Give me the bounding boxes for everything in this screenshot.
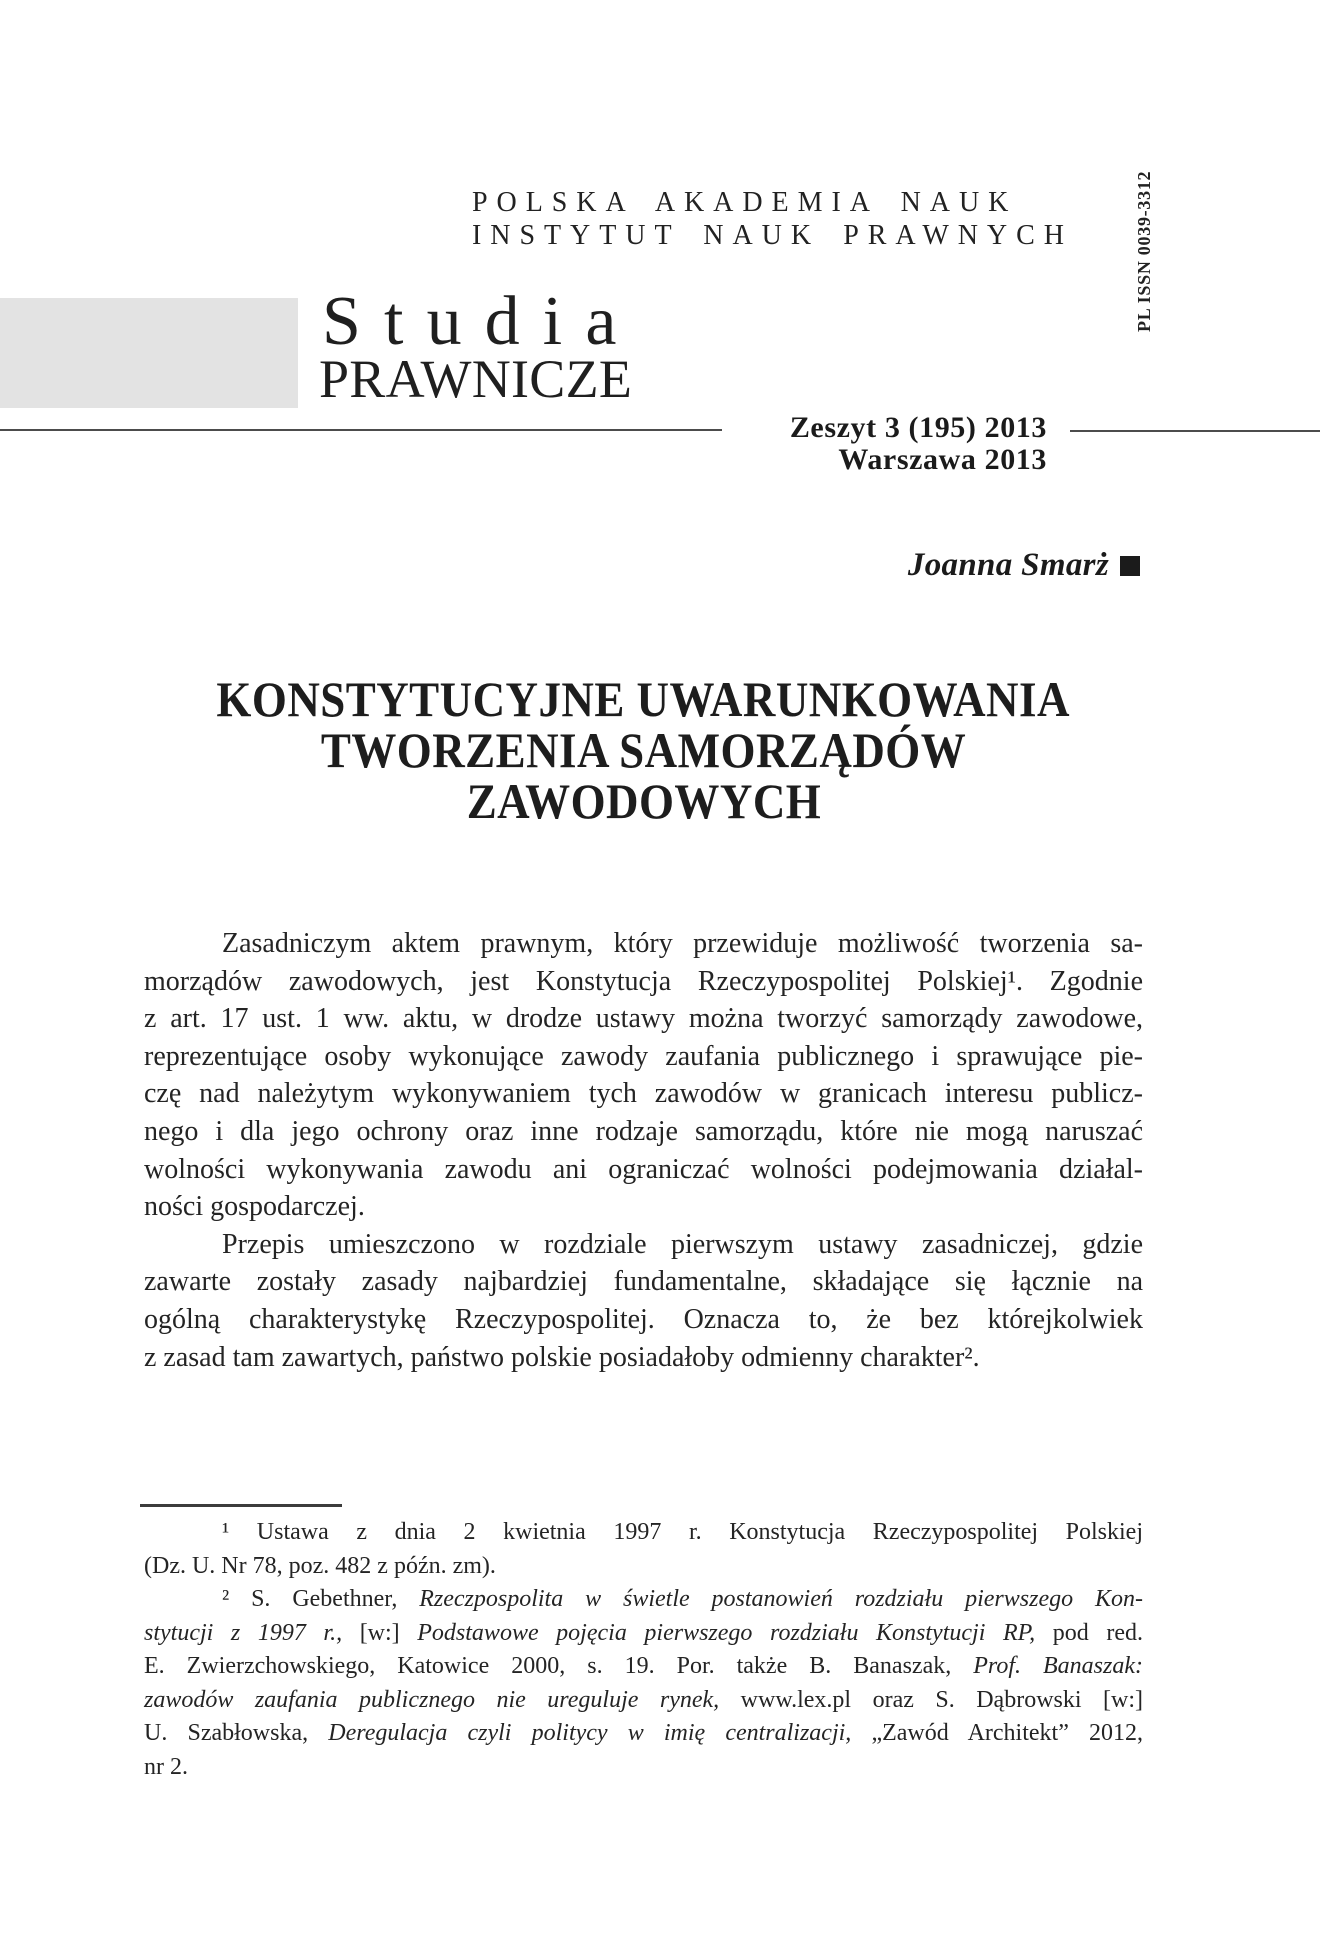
body-paragraph-2: Przepis umieszczono w rozdziale pierwszym ustawy zasadniczej, gdzie zawarte zostały zasady najbardziej fundamentalne, składające się łącznie na ogólną charakterystykę Rzeczypospolitej. Oznacza to, że bez którejkolwiek z zasad tam zawartych, państwo polskie posiadałoby odmienny charakter².: [144, 1228, 1143, 1373]
logo-gray-block: [0, 298, 298, 408]
footnote-1: ¹ Ustawa z dnia 2 kwietnia 1997 r. Konstytucja Rzeczypospolitej Polskiej (Dz. U. Nr 78, poz. 482 z późn. zm).: [144, 1519, 1143, 1579]
masthead-institution: [472, 186, 1073, 252]
journal-title-prawnicze: PRAWNICZE: [319, 349, 633, 409]
issue-number: Zeszyt 3 (195) 2013: [789, 411, 1047, 444]
footnote-2: ² S. Gebethner, Rzeczpospolita w świetle postanowień rozdziału pierwszego Kon- stytucji z 1997 r., [w:] Podstawowe pojęcia pierwszego rozdziału Konstytucji RP, pod red. E. Zwierzchowskiego, Katowice 2000, s. 19. Por. także B. Banaszak, Prof. Banaszak: zawodów zaufania publicznego nie ureguluje rynek, www.lex.pl oraz S. Dąbrowski [w:] U. Szabłowska, Deregulacja czyli politycy w imię centralizacji, „Zawód Architekt” 2012, nr 2.: [144, 1586, 1144, 1780]
institution-line-1: POLSKA AKADEMIA NAUK: [472, 187, 1018, 218]
author-name: Joanna Smarż: [907, 547, 1109, 583]
body-paragraph-1: Zasadniczym aktem prawnym, który przewiduje możliwość tworzenia sa- morządów zawodowych, jest Konstytucja Rzeczypospolitej Polskiej¹. Zgodnie z art. 17 ust. 1 ww. aktu, w drodze ustawy można tworzyć samorządy zawodowe, reprezentujące osoby wykonujące zawody zaufania publicznego i sprawujące pie- czę nad należytym wykonywaniem tych zawodów w granicach interesu publicz- nego i dla jego ochrony oraz inne rodzaje samorządu, które nie mogą naruszać wolności wykonywania zawodu ani ograniczać wolności podejmowania działal- ności gospodarczej.: [144, 928, 1143, 1223]
masthead-rule-right: [1070, 430, 1320, 432]
journal-title-studia: Studia: [322, 283, 640, 360]
square-bullet-icon: [1120, 556, 1140, 576]
institution-line-2: INSTYTUT NAUK PRAWNYCH: [472, 220, 1073, 251]
masthead-rule-left: [0, 429, 722, 431]
footnote-separator-rule: [140, 1504, 342, 1507]
author-block: [908, 549, 1140, 582]
footnotes: [144, 1516, 1143, 1784]
issue-block: [790, 412, 1047, 476]
issue-place-year: Warszawa 2013: [838, 443, 1047, 476]
issn-vertical-label: PL ISSN 0039-3312: [1134, 170, 1154, 332]
article-body: [144, 925, 1143, 1376]
article-title: KONSTYTUCYJNE UWARUNKOWANIA TWORZENIA SAMORZĄDÓW ZAWODOWYCH: [216, 671, 1071, 829]
